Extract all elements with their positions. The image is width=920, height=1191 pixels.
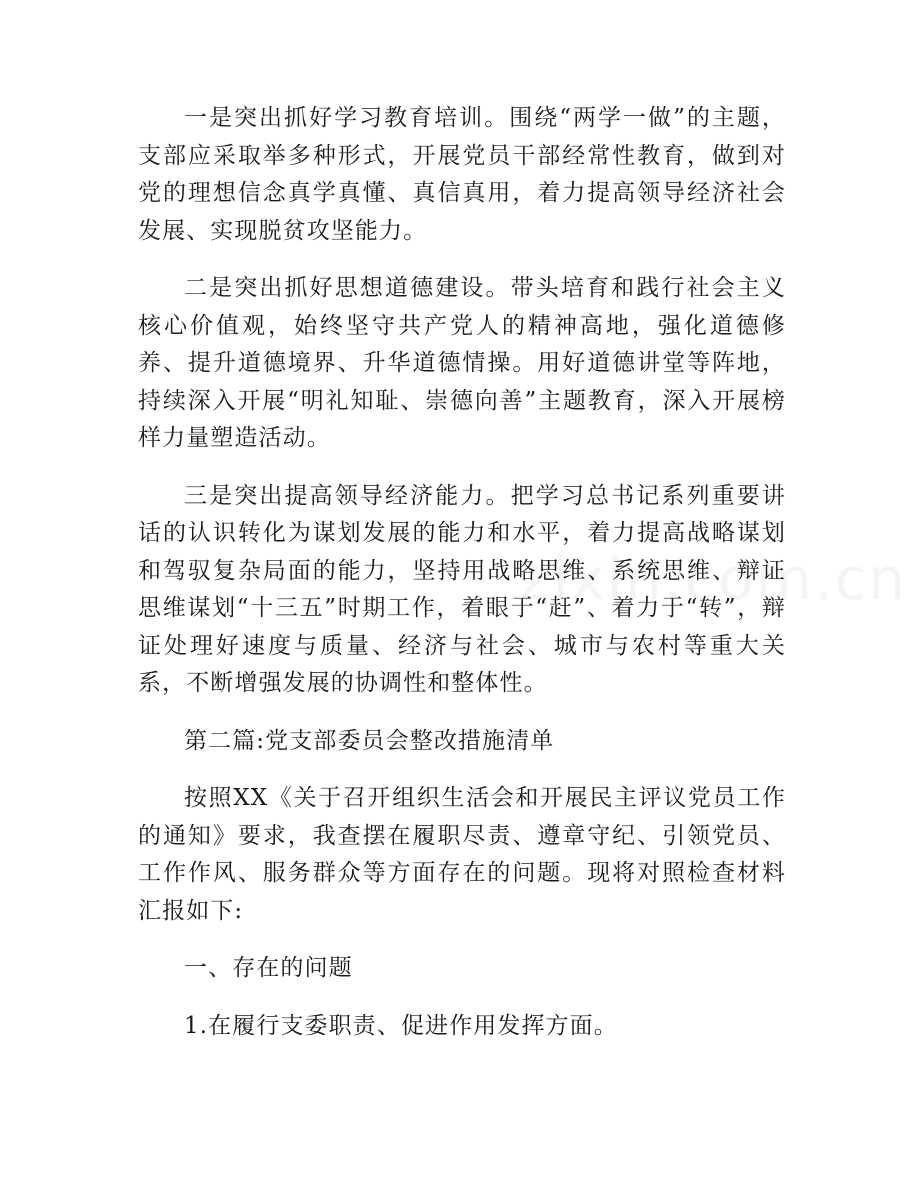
document-body — [138, 100, 786, 1065]
section-heading-second-part: 第二篇:党支部委员会整改措施清单 — [184, 727, 555, 754]
paragraph-study-education: 一是突出抓好学习教育培训。围绕“两学一做”的主题，支部应采取举多种形式，开展党员干部经常性教育，做到对党的理想信念真学真懂、真信真用，着力提高领导经济社会发展、实现脱贫攻坚能力。 — [138, 105, 786, 244]
paragraph-moral-construction: 二是突出抓好思想道德建设。带头培育和践行社会主义核心价值观，始终坚守共产党人的精神高地，强化道德修养、提升道德境界、升华道德情操。用好道德讲堂等阵地，持续深入开展“明礼知耻、崇德向善”主题教育，深入开展榜样力量塑造活动。 — [138, 275, 786, 451]
paragraph-economic-capability: 三是突出提高领导经济能力。把学习总书记系列重要讲话的认识转化为谋划发展的能力和水平，着力提高战略谋划和驾驭复杂局面的能力，坚持用战略思维、系统思维、辩证思维谋划“十三五”时期工作，着眼于“赶”、着力于“转”，辩证处理好速度与质量、经济与社会、城市与农村等重大关系，不断增强发展的协调性和整体性。 — [138, 482, 786, 696]
heading-existing-problems: 一、存在的问题 — [184, 955, 353, 981]
paragraph-notice-requirements: 按照XX《关于召开组织生活会和开展民主评议党员工作的通知》要求，我查摆在履职尽责、遵章守纪、引领党员、工作作风、服务群众等方面存在的问题。现将对照检查材料汇报如下: — [138, 785, 786, 924]
list-item-duty-performance: 1.在履行支委职责、促进作用发挥方面。 — [184, 1012, 618, 1039]
